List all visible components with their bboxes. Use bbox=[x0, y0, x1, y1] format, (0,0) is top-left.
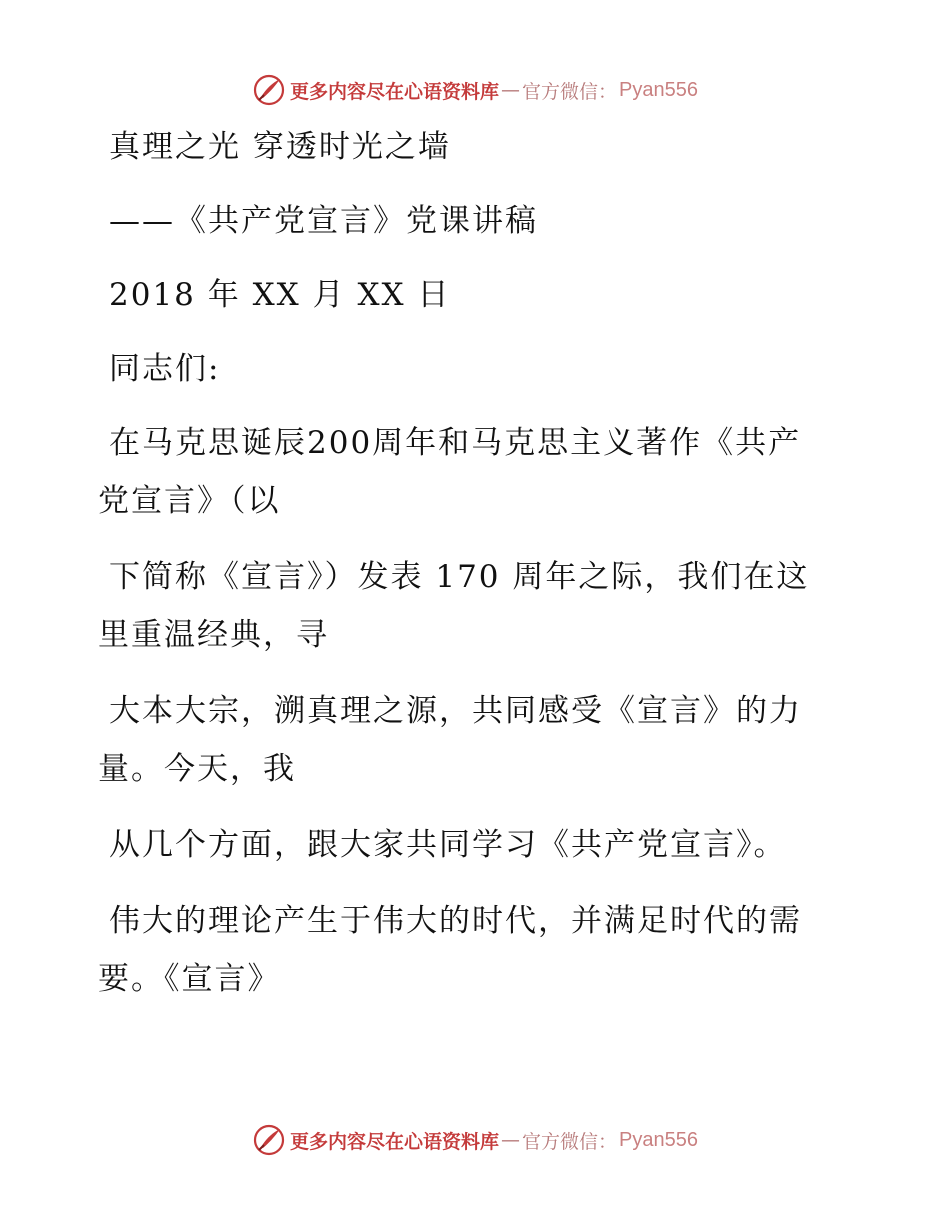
paragraph bbox=[98, 414, 858, 530]
paragraph-line: 量。今天，我 bbox=[98, 751, 296, 787]
document-date: 2018 年 XX 月 XX 日 bbox=[109, 277, 451, 313]
banner-separator: — bbox=[501, 79, 521, 101]
banner-wechat-id: Pyan556 bbox=[619, 78, 698, 101]
banner-wechat-label: 官方微信： bbox=[522, 80, 618, 103]
paragraph-line: 大本大宗，溯真理之源，共同感受《宣言》的力 bbox=[109, 693, 802, 729]
red-quill-logo-icon bbox=[252, 1123, 286, 1157]
document-title: 真理之光 穿透时光之墙 bbox=[109, 129, 451, 165]
salutation: 同志们: bbox=[109, 351, 221, 387]
paragraph-line: 在马克思诞辰200周年和马克思主义著作《共产 bbox=[109, 425, 802, 461]
document-subtitle: ——《共产党宣言》党课讲稿 bbox=[109, 203, 538, 239]
paragraph bbox=[98, 816, 858, 874]
paragraph bbox=[98, 892, 858, 1008]
paragraph-line: 伟大的理论产生于伟大的时代，并满足时代的需 bbox=[109, 903, 802, 939]
paragraph bbox=[98, 682, 858, 798]
document-body bbox=[98, 118, 858, 1008]
paragraph-line: 要。《宣言》 bbox=[98, 961, 281, 997]
paragraph-line: 下简称《宣言》）发表 170 周年之际，我们在这 bbox=[109, 559, 810, 595]
paragraph-line: 里重温经典，寻 bbox=[98, 617, 329, 653]
header-banner bbox=[0, 70, 950, 110]
paragraph-line: 从几个方面，跟大家共同学习《共产党宣言》。 bbox=[109, 827, 787, 863]
paragraph-line: 党宣言》（以 bbox=[98, 483, 281, 519]
red-quill-logo-icon bbox=[252, 73, 286, 107]
paragraph bbox=[98, 548, 858, 664]
banner-wechat-id: Pyan556 bbox=[619, 1128, 698, 1151]
banner-text: 更多内容尽在心语资料库 bbox=[290, 1130, 500, 1153]
banner-separator: — bbox=[501, 1129, 521, 1151]
banner-text: 更多内容尽在心语资料库 bbox=[290, 80, 500, 103]
banner-wechat-label: 官方微信： bbox=[522, 1130, 618, 1153]
footer-banner bbox=[0, 1120, 950, 1160]
